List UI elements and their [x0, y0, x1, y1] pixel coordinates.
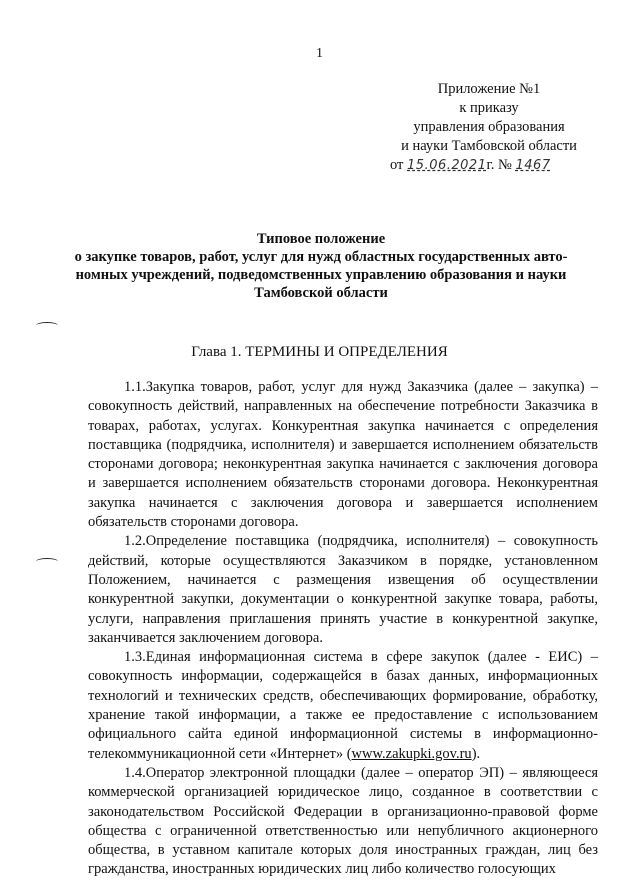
- title-line-2: о закупке товаров, работ, услуг для нужд областных государственных авто-: [74, 249, 568, 265]
- document-title: [56, 230, 586, 302]
- appendix-region: и науки Тамбовской области: [401, 138, 577, 154]
- paragraph-1-3-text: 1.3.Единая информационная система в сфере закупок (далее - ЕИС) – совокупность информации, содержащейся в базах данных, информационных технологий и технических средств, обеспечивающих формирование, обработку, хранение такой информации, а также ее предоставление с использованием официального сайта единой информационной системы в информационно-телекоммуникационной сети «Интернет» (: [88, 649, 598, 762]
- date-prefix: от: [390, 157, 408, 173]
- appendix-order-ref: к приказу: [459, 100, 519, 116]
- appendix-title: Приложение №1: [437, 81, 541, 97]
- body-text: [88, 378, 598, 880]
- appendix-authority: управления образования: [413, 119, 565, 135]
- paragraph-1-4: 1.4.Оператор электронной площадки (далее – оператор ЭП) – являющееся коммерческой организацией юридическое лицо, созданное в соответствии с законодательством Российской Федерации в организационно-правовой форме общества с ограниченной ответственностью или непубличного акционерного общества, в уставном капитале которых доля иностранных граждан, лиц без гражданства, иностранных юридических лиц либо количество голосующих: [88, 764, 598, 878]
- title-line-3: номных учреждений, подведомственных управлению образования и науки: [75, 267, 567, 283]
- chapter-heading: Глава 1. ТЕРМИНЫ И ОПРЕДЕЛЕНИЯ: [191, 344, 448, 360]
- number-prefix: г. №: [486, 157, 516, 173]
- appendix-date-line: [384, 156, 594, 175]
- handwritten-order-number: 1467: [515, 158, 551, 173]
- title-line-1: Типовое положение: [256, 231, 386, 247]
- zakupki-link[interactable]: www.zakupki.gov.ru: [351, 745, 472, 762]
- handwritten-date: 15.06.2021: [407, 158, 487, 173]
- appendix-header: [384, 80, 594, 175]
- title-line-4: Тамбовской области: [254, 285, 388, 301]
- binding-hole-mark-top: [36, 322, 58, 329]
- paragraph-1-1: 1.1.Закупка товаров, работ, услуг для нужд Заказчика (далее – закупка) – совокупность действий, направленных на обеспечение потребности Заказчика в товарах, работах, услугах. Конкурентная закупка начинается с определения поставщика (подрядчика, исполнителя) и завершается исполнением обязательств сторонами договора; неконкурентная закупка начинается с заключения договора и завершается исполнением обязательств сторонами договора. Неконкурентная закупка начинается с заключения договора и завершается исполнением обязательств сторонами договора.: [88, 379, 598, 531]
- paragraph-1-2: 1.2.Определение поставщика (подрядчика, исполнителя) – совокупность действий, которые осуществляются Заказчиком в порядке, установленном Положением, начинается с размещения извещения об осуществлении конкурентной закупки, документации о конкурентной закупке товара, работы, услуги, направления приглашения принять участие в конкурентной закупке, заканчивается заключением договора.: [88, 533, 598, 646]
- binding-hole-mark-bottom: [36, 558, 58, 565]
- page-number: 1: [316, 46, 323, 61]
- paragraph-1-3-end: ).: [471, 745, 481, 762]
- paragraph-1-3: [88, 648, 598, 764]
